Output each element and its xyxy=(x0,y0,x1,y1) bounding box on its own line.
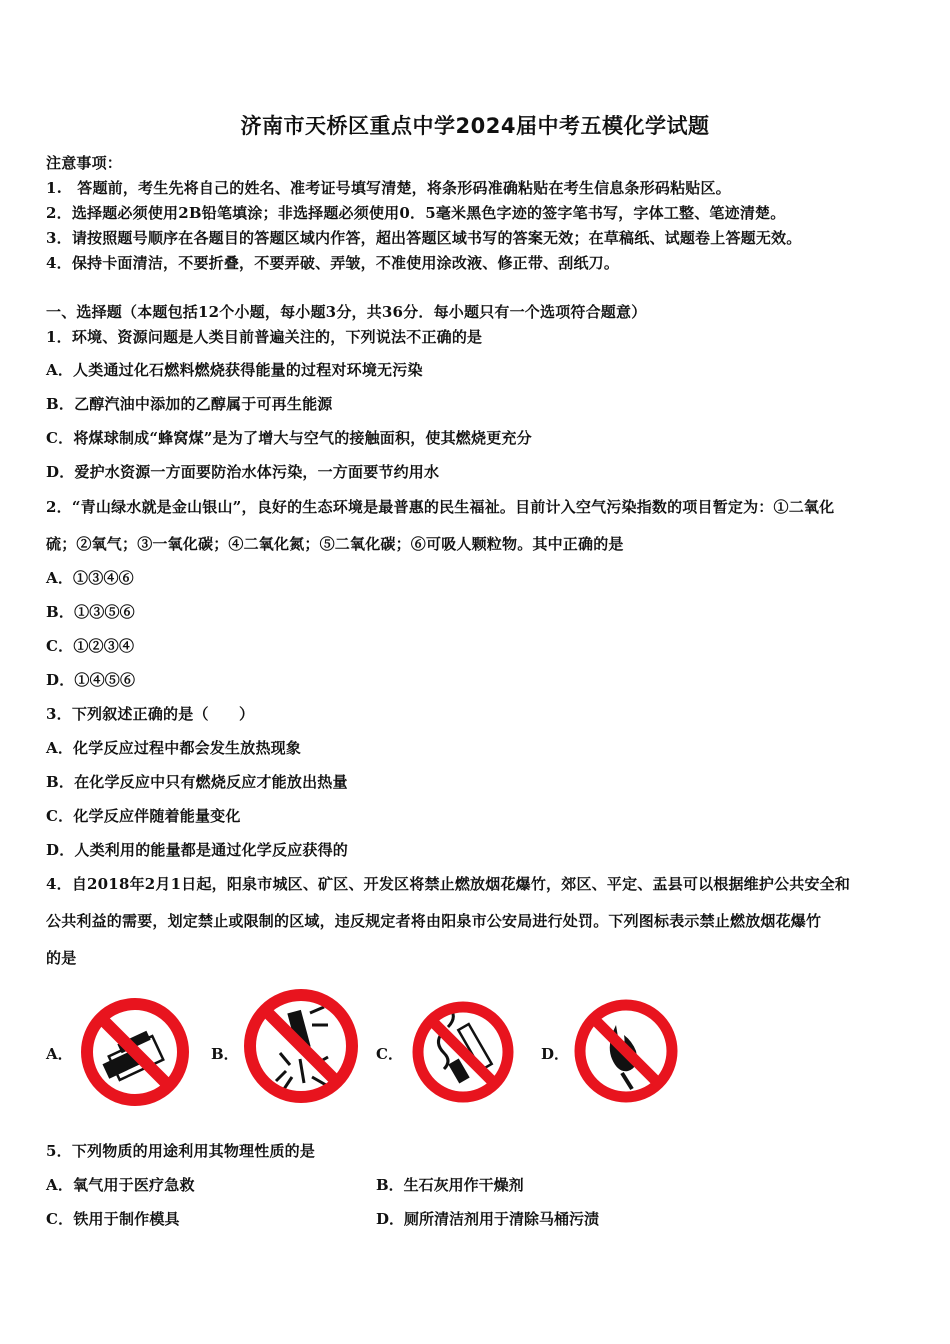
q1-option-c: C．将煤球制成“蜂窝煤”是为了增大与空气的接触面积，使其燃烧更充分 xyxy=(46,429,532,447)
q3-option-d: D．人类利用的能量都是通过化学反应获得的 xyxy=(46,841,349,859)
question-1-stem: 1．环境、资源问题是人类目前普遍关注的，下列说法不正确的是 xyxy=(46,328,483,346)
no-firecrackers-icon xyxy=(240,985,362,1107)
q5-option-a: A．氧气用于医疗急救 xyxy=(46,1176,195,1194)
q5-option-b: B．生石灰用作干燥剂 xyxy=(376,1176,524,1194)
question-2-stem-cont: 硫；②氧气；③一氧化碳；④二氧化氮；⑤二氧化碳；⑥可吸人颗粒物。其中正确的是 xyxy=(46,535,624,553)
question-2-stem: 2．“青山绿水就是金山银山”，良好的生态环境是最普惠的民生福祉。目前计入空气污染指数的项目暂定为：①二氧化 xyxy=(46,498,835,516)
q5-option-d: D．厕所清洁剂用于清除马桶污渍 xyxy=(376,1210,600,1228)
question-3-stem: 3．下列叙述正确的是（ ） xyxy=(46,705,255,723)
q4-icon-options xyxy=(0,985,950,1115)
q4-option-b-label: B． xyxy=(211,1045,239,1063)
q2-option-a: A．①③④⑥ xyxy=(46,569,134,587)
q1-option-a: A．人类通过化石燃料燃烧获得能量的过程对环境无污染 xyxy=(46,361,423,379)
q4-option-d-label: D． xyxy=(541,1045,570,1063)
notice-heading: 注意事项： xyxy=(46,154,123,172)
section-heading: 一、选择题（本题包括12个小题，每小题3分，共36分．每小题只有一个选项符合题意） xyxy=(46,303,647,321)
notice-item: 4．保持卡面清洁，不要折叠，不要弄破、弄皱，不准使用涂改液、修正带、刮纸刀。 xyxy=(46,254,620,272)
q4-option-a-label: A． xyxy=(46,1045,73,1063)
no-open-flame-icon xyxy=(570,995,682,1107)
page-title: 济南市天桥区重点中学2024届中考五模化学试题 xyxy=(240,114,710,138)
question-5-stem: 5．下列物质的用途利用其物理性质的是 xyxy=(46,1142,316,1160)
q1-option-b: B．乙醇汽油中添加的乙醇属于可再生能源 xyxy=(46,395,333,413)
notice-item: 2．选择题必须使用2B铅笔填涂；非选择题必须使用0．5毫米黑色字迹的签字笔书写，字体工整、笔迹清楚。 xyxy=(46,204,786,222)
q3-option-b: B．在化学反应中只有燃烧反应才能放出热量 xyxy=(46,773,348,791)
q2-option-c: C．①②③④ xyxy=(46,637,135,655)
q2-option-b: B．①③⑤⑥ xyxy=(46,603,135,621)
question-4-stem-end: 的是 xyxy=(46,949,77,967)
no-smoking-icon xyxy=(408,997,518,1107)
q3-option-c: C．化学反应伴随着能量变化 xyxy=(46,807,241,825)
q1-option-d: D．爱护水资源一方面要防治水体污染，一方面要节约用水 xyxy=(46,463,440,481)
q5-option-c: C．铁用于制作模具 xyxy=(46,1210,180,1228)
q2-option-d: D．①④⑤⑥ xyxy=(46,671,136,689)
q4-option-c-label: C． xyxy=(376,1045,403,1063)
question-4-stem: 4．自2018年2月1日起，阳泉市城区、矿区、开发区将禁止燃放烟花爆竹，郊区、平定、盂县可以根据维护公共安全和 xyxy=(46,875,851,893)
notice-item: 3．请按照题号顺序在各题目的答题区域内作答，超出答题区域书写的答案无效；在草稿纸、试题卷上答题无效。 xyxy=(46,229,802,247)
notice-item: 1. 答题前，考生先将自己的姓名、准考证号填写清楚，将条形码准确粘贴在考生信息条形码粘贴区。 xyxy=(46,179,731,197)
q3-option-a: A．化学反应过程中都会发生放热现象 xyxy=(46,739,302,757)
question-4-stem-cont: 公共利益的需要，划定禁止或限制的区域，违反规定者将由阳泉市公安局进行处罚。下列图标表示禁止燃放烟花爆竹 xyxy=(46,912,822,930)
no-matches-icon xyxy=(76,993,194,1111)
